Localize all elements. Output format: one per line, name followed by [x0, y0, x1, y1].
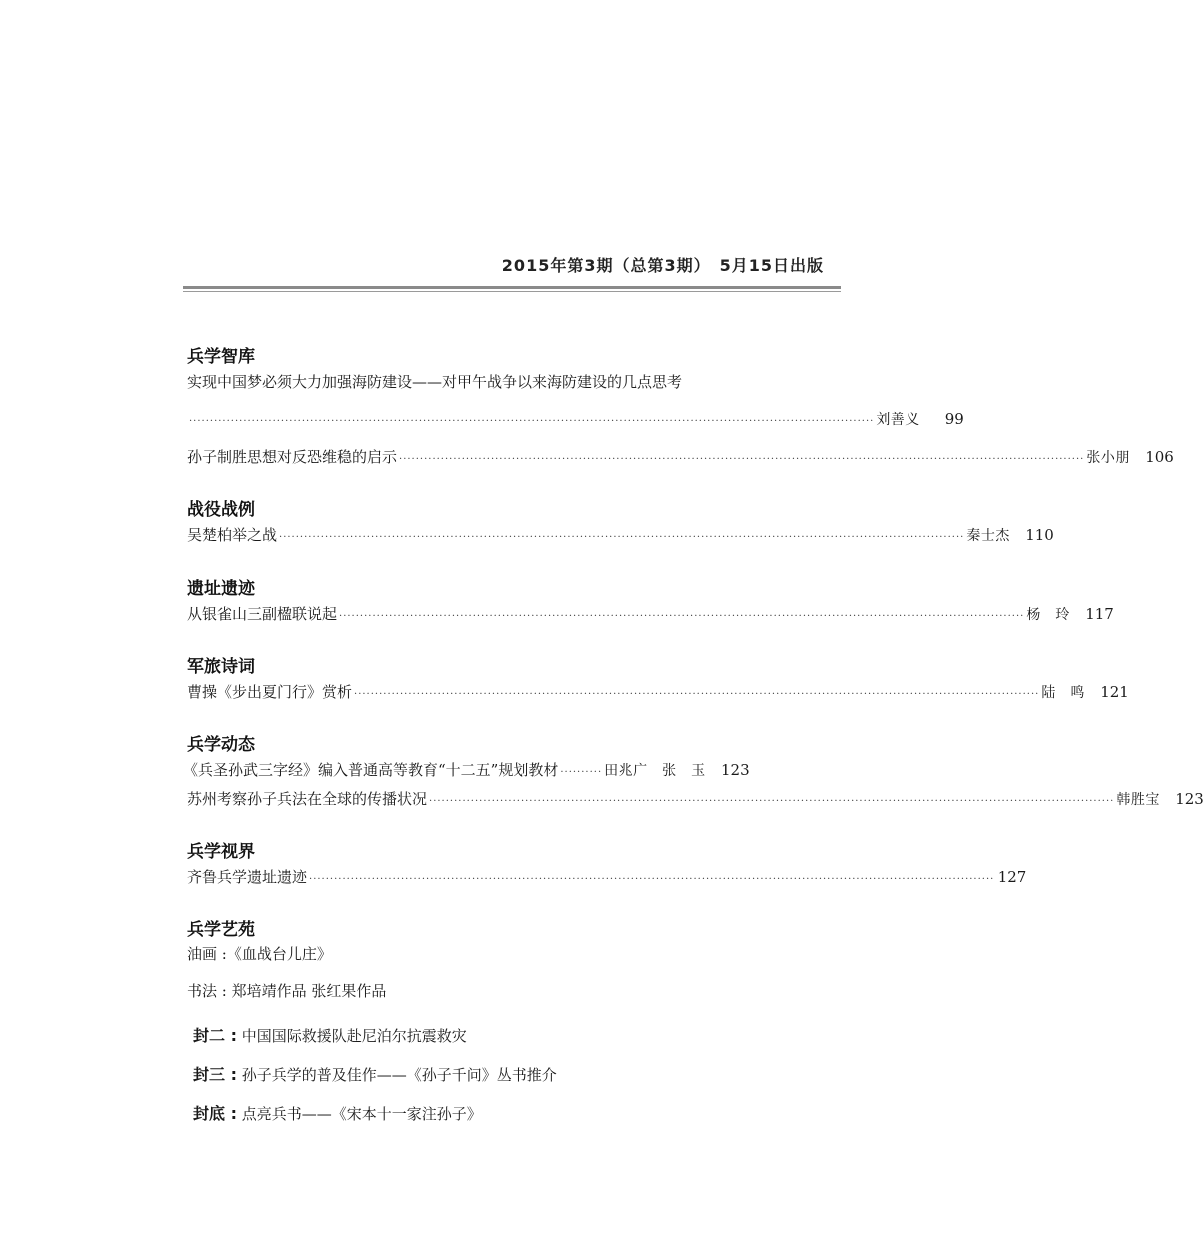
toc-entry	[187, 524, 1054, 546]
issue-date-line: 2015年第3期（总第3期） 5月15日出版	[501, 256, 824, 275]
cover-text: 点亮兵书——《宋本十一家注孙子》	[241, 1105, 482, 1123]
toc-entry-page: 127	[997, 868, 1027, 886]
leader-dots: ····································································································································································	[339, 611, 1025, 622]
toc-entry-title: 从银雀山三副楹联说起	[187, 605, 338, 623]
cover-item	[193, 1101, 482, 1124]
leader-dots: ····································································································································································	[279, 532, 965, 543]
toc-entry-title: 孙子制胜思想对反恐维稳的启示	[187, 448, 398, 466]
section-title: 兵学艺苑	[187, 920, 255, 940]
toc-entry	[187, 603, 1114, 625]
section-title: 军旅诗词	[187, 657, 255, 677]
cover-item	[193, 1062, 557, 1085]
header-rule-thin	[183, 291, 841, 292]
toc-entry-page: 106	[1145, 448, 1174, 466]
leader-dots: ····································································································································································	[354, 689, 1040, 700]
section-title: 战役战例	[187, 500, 255, 520]
toc-entry-author: 杨 玲	[1026, 607, 1070, 623]
toc-entry-author: 秦士杰	[966, 528, 1010, 544]
toc-entry-title: 《兵圣孙武三字经》编入普通高等教育“十二五”规划教材	[183, 761, 559, 779]
toc-entry-author: 张小朋	[1086, 450, 1130, 466]
toc-entry-page: 123	[721, 761, 750, 779]
toc-entry-title: 吴楚柏举之战	[187, 526, 278, 544]
toc-entry	[187, 409, 964, 431]
art-item: 油画 :《血战台儿庄》	[187, 945, 332, 963]
leader-dots: ····································································································································································	[189, 416, 875, 427]
toc-entry-title: 实现中国梦必须大力加强海防建设——对甲午战争以来海防建设的几点思考	[187, 373, 683, 391]
toc-entry	[187, 681, 1129, 703]
toc-entry	[183, 759, 820, 781]
cover-label: 封二 :	[193, 1026, 237, 1045]
toc-entry-page: 110	[1025, 526, 1054, 544]
toc-entry-page: 121	[1100, 683, 1129, 701]
toc-entry-author: 田兆广 张 玉	[604, 763, 706, 779]
toc-entry	[187, 866, 1027, 888]
toc-entry-title: 曹操《步出夏门行》赏析	[187, 683, 353, 701]
section-title: 兵学智库	[187, 347, 255, 367]
toc-entry-author: 刘善义	[876, 412, 920, 428]
toc-entry-page: 123	[1175, 790, 1204, 808]
toc-entry-title: 苏州考察孙子兵法在全球的传播状况	[187, 790, 428, 808]
leader-dots: ····································································································································································	[429, 796, 1115, 807]
cover-label: 封三 :	[193, 1065, 237, 1084]
leader-dots: ····································································································································································	[399, 454, 1085, 465]
section-title: 兵学动态	[187, 735, 255, 755]
toc-entry	[187, 788, 1204, 810]
section-title: 兵学视界	[187, 842, 255, 862]
art-item: 书法 : 郑培靖作品 张红果作品	[187, 982, 387, 1000]
cover-text: 中国国际救援队赴尼泊尔抗震救灾	[241, 1027, 467, 1045]
toc-entry-page: 117	[1085, 605, 1114, 623]
toc-entry-title: 齐鲁兵学遗址遗迹	[187, 868, 308, 886]
header-rule	[183, 286, 841, 289]
cover-label: 封底 :	[193, 1104, 237, 1123]
toc-entry-page: 99	[944, 410, 964, 428]
toc-entry-author: 韩胜宝	[1116, 792, 1160, 808]
toc-entry	[187, 446, 1174, 468]
section-title: 遗址遗迹	[187, 579, 255, 599]
leader-dots: ····································································································································································	[309, 874, 995, 885]
leader-dots: ··········	[560, 767, 603, 778]
cover-text: 孙子兵学的普及佳作——《孙子千问》丛书推介	[241, 1066, 557, 1084]
cover-item	[193, 1023, 467, 1046]
toc-entry-author: 陆 鸣	[1041, 685, 1085, 701]
